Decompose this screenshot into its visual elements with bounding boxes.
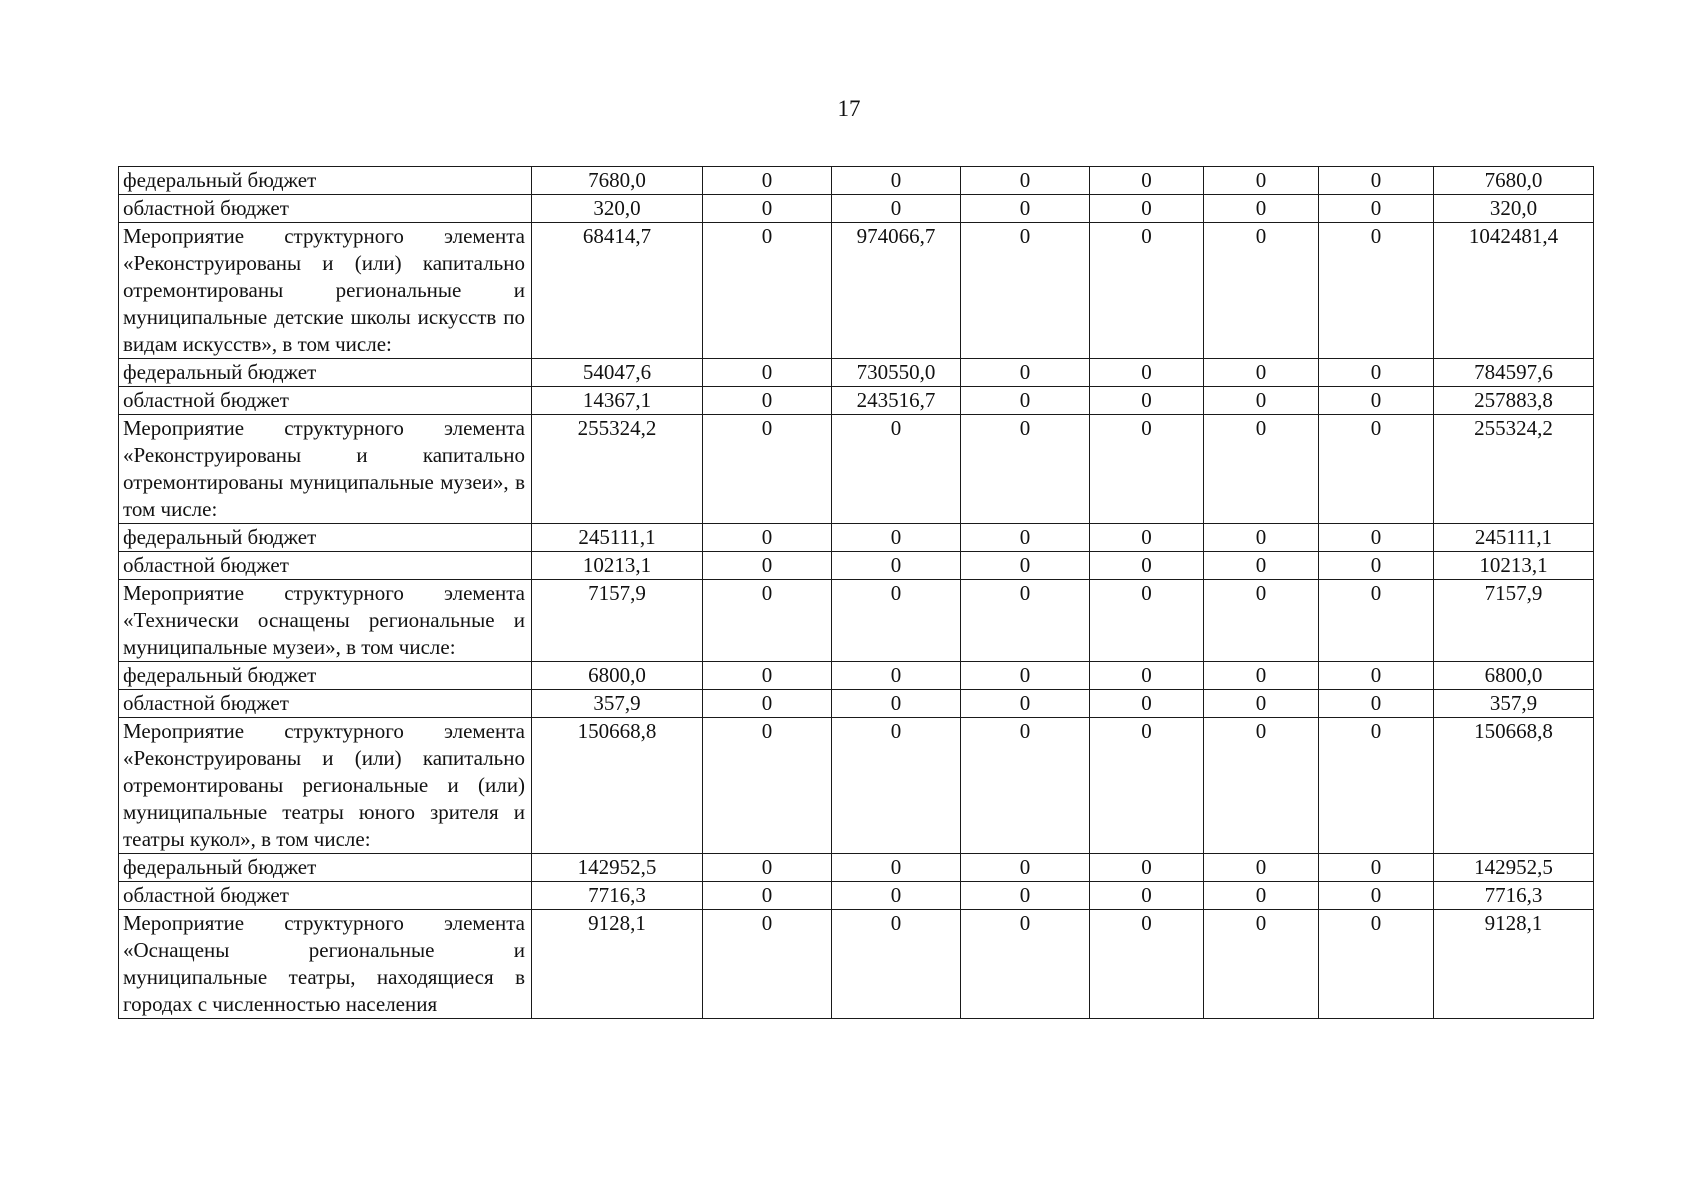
value-cell: 0: [703, 195, 832, 223]
value-cell: 142952,5: [532, 854, 703, 882]
row-label-cell: [119, 662, 532, 690]
value-cell: 245111,1: [532, 524, 703, 552]
row-label: Мероприятие структурного элемента «Оснащены региональные и муниципальные театры, находящиеся в городах с численностью населения: [123, 911, 525, 1016]
value-cell: 6800,0: [532, 662, 703, 690]
value-cell: 0: [1090, 524, 1204, 552]
value-cell: 0: [1204, 854, 1319, 882]
value-cell: 0: [1090, 690, 1204, 718]
value-cell: 0: [961, 359, 1090, 387]
value-cell: 0: [1090, 223, 1204, 359]
value-cell: 0: [1090, 718, 1204, 854]
value-cell: 0: [1204, 167, 1319, 195]
value-cell: 0: [1319, 167, 1434, 195]
value-cell: 255324,2: [532, 415, 703, 524]
total-cell: 255324,2: [1434, 415, 1594, 524]
value-cell: 0: [961, 415, 1090, 524]
row-label: областной бюджет: [123, 553, 289, 577]
row-label: Мероприятие структурного элемента «Реконструированы и (или) капитально отремонтированы региональные и (или) муниципальные театры юного зрителя и театры кукол», в том числе:: [123, 719, 525, 851]
value-cell: 0: [961, 910, 1090, 1019]
value-cell: 0: [1319, 524, 1434, 552]
value-cell: 0: [1090, 854, 1204, 882]
value-cell: 0: [1319, 359, 1434, 387]
table-row: [119, 854, 1594, 882]
value-cell: 7157,9: [532, 580, 703, 662]
total-cell: 7680,0: [1434, 167, 1594, 195]
value-cell: 0: [832, 524, 961, 552]
value-cell: 0: [1319, 552, 1434, 580]
table-row: [119, 524, 1594, 552]
row-label-cell: [119, 359, 532, 387]
value-cell: 0: [961, 690, 1090, 718]
value-cell: 0: [1204, 690, 1319, 718]
row-label: Мероприятие структурного элемента «Реконструированы и (или) капитально отремонтированы региональные и муниципальные детские школы искусств по видам искусств», в том числе:: [123, 224, 525, 356]
table-row: [119, 690, 1594, 718]
row-label-cell: [119, 195, 532, 223]
value-cell: 0: [1090, 195, 1204, 223]
total-cell: 245111,1: [1434, 524, 1594, 552]
value-cell: 0: [1319, 223, 1434, 359]
value-cell: 0: [832, 580, 961, 662]
row-label-cell: [119, 580, 532, 662]
value-cell: 0: [1204, 387, 1319, 415]
value-cell: 0: [961, 580, 1090, 662]
value-cell: 0: [1204, 195, 1319, 223]
value-cell: 0: [961, 718, 1090, 854]
value-cell: 14367,1: [532, 387, 703, 415]
value-cell: 0: [832, 910, 961, 1019]
total-cell: 6800,0: [1434, 662, 1594, 690]
value-cell: 0: [832, 167, 961, 195]
value-cell: 10213,1: [532, 552, 703, 580]
value-cell: 0: [832, 552, 961, 580]
row-label: областной бюджет: [123, 883, 289, 907]
total-cell: 7157,9: [1434, 580, 1594, 662]
value-cell: 0: [832, 718, 961, 854]
value-cell: 0: [1319, 580, 1434, 662]
total-cell: 257883,8: [1434, 387, 1594, 415]
total-cell: 784597,6: [1434, 359, 1594, 387]
value-cell: 0: [961, 854, 1090, 882]
row-label: федеральный бюджет: [123, 855, 317, 879]
value-cell: 0: [703, 854, 832, 882]
value-cell: 0: [1090, 387, 1204, 415]
table-row: [119, 882, 1594, 910]
total-cell: 10213,1: [1434, 552, 1594, 580]
value-cell: 0: [703, 910, 832, 1019]
value-cell: 0: [832, 662, 961, 690]
value-cell: 0: [703, 524, 832, 552]
total-cell: 7716,3: [1434, 882, 1594, 910]
table-row: [119, 552, 1594, 580]
row-label: федеральный бюджет: [123, 168, 317, 192]
value-cell: 0: [961, 387, 1090, 415]
table-row: [119, 387, 1594, 415]
value-cell: 243516,7: [832, 387, 961, 415]
table-row: [119, 580, 1594, 662]
value-cell: 150668,8: [532, 718, 703, 854]
value-cell: 0: [1090, 910, 1204, 1019]
value-cell: 0: [1090, 882, 1204, 910]
value-cell: 0: [1319, 882, 1434, 910]
table-row: [119, 195, 1594, 223]
value-cell: 0: [832, 690, 961, 718]
row-label: федеральный бюджет: [123, 360, 317, 384]
value-cell: 0: [703, 690, 832, 718]
row-label-cell: [119, 524, 532, 552]
row-label-cell: [119, 415, 532, 524]
row-label-cell: [119, 882, 532, 910]
value-cell: 0: [832, 195, 961, 223]
value-cell: 0: [961, 524, 1090, 552]
value-cell: 7680,0: [532, 167, 703, 195]
row-label: Мероприятие структурного элемента «Реконструированы и капитально отремонтированы муниципальные музеи», в том числе:: [123, 416, 525, 521]
value-cell: 54047,6: [532, 359, 703, 387]
row-label: областной бюджет: [123, 691, 289, 715]
row-label-cell: [119, 910, 532, 1019]
value-cell: 0: [1204, 415, 1319, 524]
budget-table: [118, 166, 1594, 1019]
value-cell: 0: [1090, 662, 1204, 690]
value-cell: 0: [961, 195, 1090, 223]
value-cell: 357,9: [532, 690, 703, 718]
row-label-cell: [119, 854, 532, 882]
value-cell: 0: [1204, 718, 1319, 854]
value-cell: 0: [832, 854, 961, 882]
value-cell: 0: [1204, 359, 1319, 387]
row-label-cell: [119, 387, 532, 415]
row-label-cell: [119, 690, 532, 718]
value-cell: 0: [1204, 552, 1319, 580]
value-cell: 68414,7: [532, 223, 703, 359]
value-cell: 0: [703, 167, 832, 195]
table-row: [119, 718, 1594, 854]
value-cell: 0: [1090, 415, 1204, 524]
row-label-cell: [119, 223, 532, 359]
value-cell: 0: [1319, 662, 1434, 690]
row-label-cell: [119, 167, 532, 195]
value-cell: 730550,0: [832, 359, 961, 387]
value-cell: 0: [961, 223, 1090, 359]
value-cell: 0: [703, 718, 832, 854]
total-cell: 320,0: [1434, 195, 1594, 223]
value-cell: 0: [703, 552, 832, 580]
value-cell: 0: [1319, 195, 1434, 223]
value-cell: 0: [832, 415, 961, 524]
row-label-cell: [119, 718, 532, 854]
value-cell: 0: [961, 552, 1090, 580]
value-cell: 0: [1204, 223, 1319, 359]
value-cell: 0: [1204, 662, 1319, 690]
row-label: федеральный бюджет: [123, 525, 317, 549]
value-cell: 0: [1090, 552, 1204, 580]
value-cell: 0: [1204, 524, 1319, 552]
value-cell: 0: [703, 580, 832, 662]
row-label: Мероприятие структурного элемента «Технически оснащены региональные и муниципальные музеи», в том числе:: [123, 581, 525, 659]
total-cell: 357,9: [1434, 690, 1594, 718]
table-row: [119, 167, 1594, 195]
value-cell: 7716,3: [532, 882, 703, 910]
row-label: областной бюджет: [123, 196, 289, 220]
value-cell: 974066,7: [832, 223, 961, 359]
value-cell: 9128,1: [532, 910, 703, 1019]
value-cell: 0: [832, 882, 961, 910]
row-label: областной бюджет: [123, 388, 289, 412]
table-row: [119, 359, 1594, 387]
total-cell: 9128,1: [1434, 910, 1594, 1019]
value-cell: 0: [703, 415, 832, 524]
value-cell: 0: [961, 882, 1090, 910]
value-cell: 0: [1319, 910, 1434, 1019]
value-cell: 0: [1319, 415, 1434, 524]
value-cell: 0: [961, 167, 1090, 195]
value-cell: 320,0: [532, 195, 703, 223]
value-cell: 0: [1204, 580, 1319, 662]
table-row: [119, 223, 1594, 359]
total-cell: 1042481,4: [1434, 223, 1594, 359]
row-label-cell: [119, 552, 532, 580]
value-cell: 0: [961, 662, 1090, 690]
value-cell: 0: [703, 387, 832, 415]
value-cell: 0: [1090, 167, 1204, 195]
value-cell: 0: [703, 223, 832, 359]
value-cell: 0: [1319, 718, 1434, 854]
value-cell: 0: [703, 359, 832, 387]
value-cell: 0: [1204, 910, 1319, 1019]
value-cell: 0: [1319, 387, 1434, 415]
value-cell: 0: [703, 662, 832, 690]
total-cell: 142952,5: [1434, 854, 1594, 882]
total-cell: 150668,8: [1434, 718, 1594, 854]
table-row: [119, 910, 1594, 1019]
table-row: [119, 662, 1594, 690]
value-cell: 0: [1319, 690, 1434, 718]
table-row: [119, 415, 1594, 524]
value-cell: 0: [1319, 854, 1434, 882]
value-cell: 0: [703, 882, 832, 910]
value-cell: 0: [1090, 580, 1204, 662]
value-cell: 0: [1090, 359, 1204, 387]
page-number: 17: [837, 96, 861, 121]
budget-table-body: [119, 167, 1594, 1019]
value-cell: 0: [1204, 882, 1319, 910]
row-label: федеральный бюджет: [123, 663, 317, 687]
